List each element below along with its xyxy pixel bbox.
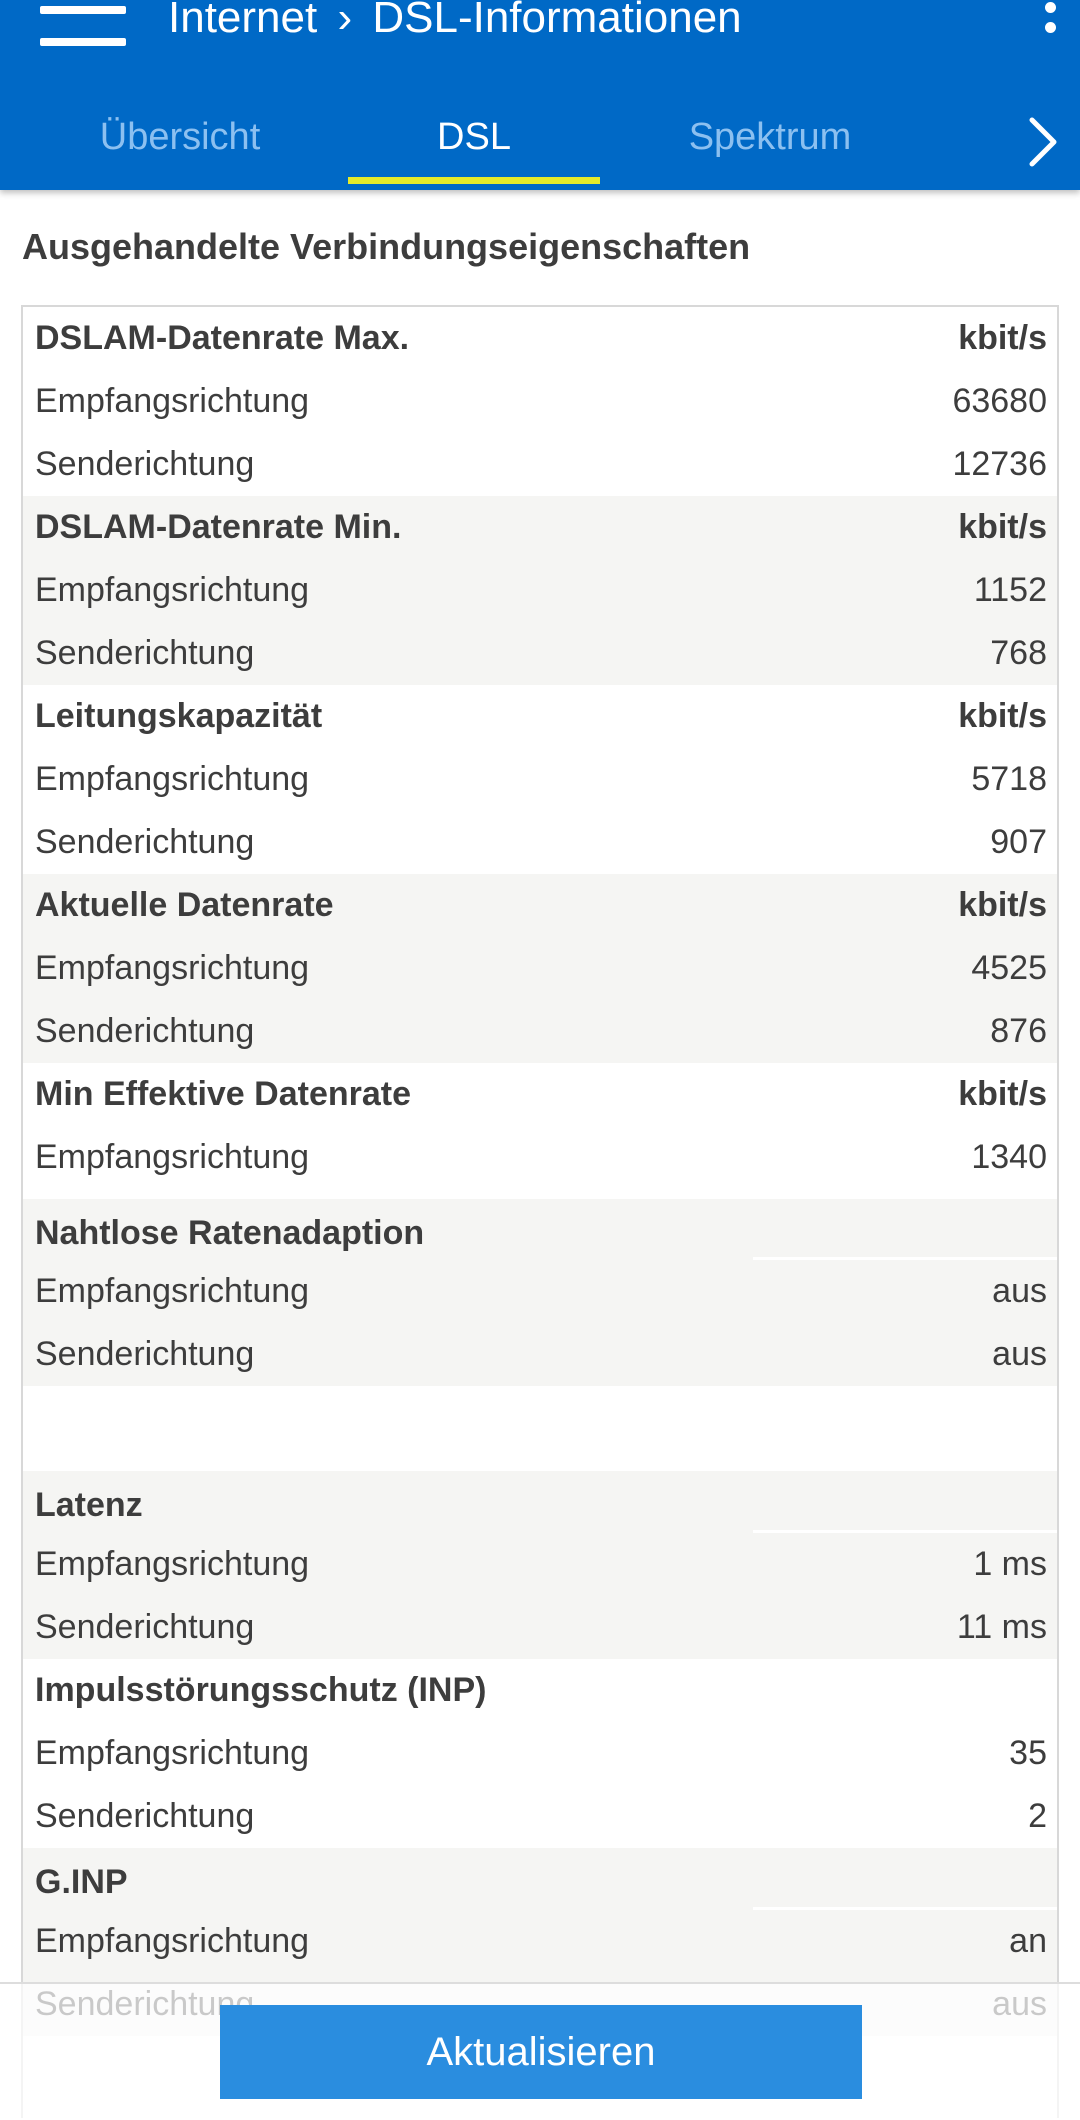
group-current-rate	[23, 874, 1057, 1063]
spacer	[23, 1386, 1057, 1471]
group-unit: kbit/s	[958, 886, 1047, 924]
row-value: 876	[990, 1012, 1047, 1050]
group-title: Nahtlose Ratenadaption	[35, 1214, 425, 1252]
table-row	[23, 937, 1057, 1000]
group-line-capacity	[23, 685, 1057, 874]
row-value: 5718	[971, 760, 1047, 798]
group-header	[23, 1199, 1057, 1260]
row-value: 1152	[973, 571, 1047, 609]
group-unit: kbit/s	[958, 319, 1047, 357]
chevron-right-icon[interactable]	[1014, 112, 1070, 172]
group-header	[23, 496, 1057, 559]
group-header	[23, 1063, 1057, 1126]
more-options-icon[interactable]	[1036, 0, 1064, 48]
group-seamless-rate-adaption	[23, 1199, 1057, 1386]
table-row	[23, 1785, 1057, 1848]
group-dslam-min	[23, 496, 1057, 685]
row-value: 1 ms	[973, 1545, 1047, 1583]
row-label: Senderichtung	[35, 1335, 255, 1373]
table-row	[23, 622, 1057, 685]
breadcrumb-separator-icon: ›	[337, 0, 353, 42]
table-row	[23, 1323, 1057, 1386]
row-value: aus	[992, 1272, 1047, 1310]
table-row	[23, 370, 1057, 433]
row-label: Empfangsrichtung	[35, 760, 310, 798]
row-label: Empfangsrichtung	[35, 1138, 310, 1176]
row-label: Empfangsrichtung	[35, 1545, 310, 1583]
table-row	[23, 748, 1057, 811]
table-row	[23, 1910, 1057, 1973]
row-label: Senderichtung	[35, 823, 255, 861]
table-row	[23, 1126, 1057, 1189]
group-title: Impulsstörungsschutz (INP)	[35, 1671, 487, 1709]
group-title: Leitungskapazität	[35, 697, 323, 735]
tab-uebersicht[interactable]: Übersicht	[99, 116, 261, 158]
row-value: 2	[1028, 1797, 1047, 1835]
row-value: 4525	[971, 949, 1047, 987]
group-header	[23, 1848, 1057, 1910]
row-label: Empfangsrichtung	[35, 1272, 310, 1310]
group-header	[23, 1659, 1057, 1722]
row-label: Senderichtung	[35, 1797, 255, 1835]
group-title: DSLAM-Datenrate Max.	[35, 319, 410, 357]
table-row	[23, 1260, 1057, 1323]
update-button[interactable]: Aktualisieren	[220, 2005, 862, 2099]
table-row	[23, 433, 1057, 496]
group-dslam-max	[23, 307, 1057, 496]
group-min-effective-rate	[23, 1063, 1057, 1199]
row-label: Empfangsrichtung	[35, 571, 310, 609]
table-row	[23, 1722, 1057, 1785]
group-title: G.INP	[35, 1863, 128, 1901]
group-title: Min Effektive Datenrate	[35, 1075, 411, 1113]
tab-dsl[interactable]: DSL	[348, 100, 600, 190]
row-value: aus	[992, 1335, 1047, 1373]
row-label: Senderichtung	[35, 634, 255, 672]
app-bar	[0, 0, 1080, 190]
table-row	[23, 811, 1057, 874]
row-value: 11 ms	[956, 1608, 1047, 1646]
group-header	[23, 874, 1057, 937]
row-value: 12736	[952, 445, 1047, 483]
connection-properties-table	[21, 305, 1059, 2118]
table-row	[23, 559, 1057, 622]
section-title: Ausgehandelte Verbindungseigenschaften	[22, 226, 751, 267]
group-unit: kbit/s	[958, 508, 1047, 546]
breadcrumb-root[interactable]: Internet	[168, 0, 318, 42]
table-row	[23, 1596, 1057, 1659]
table-row	[23, 1533, 1057, 1596]
row-value: 768	[990, 634, 1047, 672]
menu-icon[interactable]	[40, 0, 126, 48]
group-title: DSLAM-Datenrate Min.	[35, 508, 402, 546]
group-inp	[23, 1659, 1057, 1848]
row-label: Empfangsrichtung	[35, 1922, 310, 1960]
table-row	[23, 1000, 1057, 1063]
row-label: Senderichtung	[35, 1608, 255, 1646]
row-label: Empfangsrichtung	[35, 382, 310, 420]
row-value: 63680	[952, 382, 1047, 420]
group-latency	[23, 1471, 1057, 1659]
tab-bar	[0, 100, 1080, 190]
row-label: Empfangsrichtung	[35, 1734, 310, 1772]
group-header	[23, 685, 1057, 748]
row-label: Senderichtung	[35, 1012, 255, 1050]
group-title: Aktuelle Datenrate	[35, 886, 334, 924]
breadcrumb	[168, 0, 742, 46]
row-value: 1340	[971, 1138, 1047, 1176]
page-title: DSL-Informationen	[372, 0, 742, 42]
row-value: an	[1009, 1922, 1047, 1960]
row-value: 35	[1009, 1734, 1047, 1772]
row-value: 907	[990, 823, 1047, 861]
row-label: Senderichtung	[35, 445, 255, 483]
tab-spektrum[interactable]: Spektrum	[688, 116, 852, 158]
group-title: Latenz	[35, 1486, 143, 1524]
row-label: Empfangsrichtung	[35, 949, 310, 987]
group-header	[23, 307, 1057, 370]
group-header	[23, 1471, 1057, 1533]
group-unit: kbit/s	[958, 697, 1047, 735]
group-unit: kbit/s	[958, 1075, 1047, 1113]
